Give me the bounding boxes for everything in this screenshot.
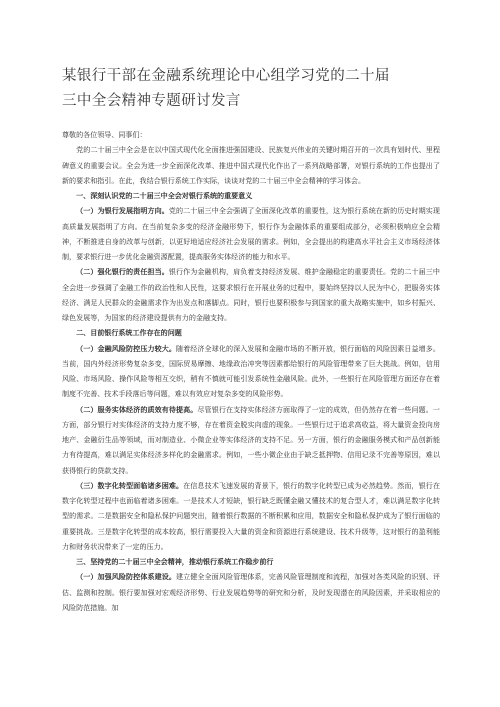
section-1-item-1-text: 党的二十届三中全会强调了全面深化改革的重要性，这为银行系统在新的历史时期实现高质量发展指明了方向。在当前复杂多变的经济金融形势下，银行作为金融体系的重要组成部分，必须积极响应全会精神，不断推进自身的改革与创新，以更好地适应经济社会发展的需求。例如，全会提出的构建高水平社会主义市场经济体制，要求银行进一步优化金融资源配置，提高服务实体经济的能力和水平。 [62,206,440,261]
section-2-item-3-lead: （三）数字化转型面临诸多困难。 [76,480,184,490]
section-2-heading: 二、目前银行系统工作存在的问题 [76,328,182,338]
document-title [62,64,440,114]
section-3-heading: 三、坚持党的二十届三中全会精神，推动银行系统工作稳步前行 [76,557,274,566]
section-2-item-2-text: 尽管银行在支持实体经济方面取得了一定的成效，但仍然存在着一些问题。一方面，部分银行对实体经济的支持力度不够，存在着资金脱实向虚的现象。一些银行过于追求高收益，将大量资金投向房地产、金融衍生品等领域，而对制造业、小微企业等实体经济的支持不足。另一方面，银行的金融服务模式和产品创新能力有待提高，难以满足实体经济多样化的金融需求。例如，一些小微企业由于缺乏抵押物、信用记录不完善等原因，难以获得银行的贷款支持。 [62,404,440,475]
section-2-item-2-lead: （二）服务实体经济的质效有待提高。 [76,404,198,414]
section-1-item-2 [62,264,440,325]
section-2-item-3-text: 在信息技术飞速发展的背景下，银行的数字化转型已成为必然趋势。然而，银行在数字化转型过程中也面临着诸多困难。一是技术人才短缺，银行缺乏既懂金融又懂技术的复合型人才，难以满足数字化转型的需求。二是数据安全和隐私保护问题突出，随着银行数据的不断积累和应用，数据安全和隐私保护成为了银行面临的重要挑战。三是数字化转型的成本较高，银行需要投入大量的资金和资源进行系统建设、技术升级等，这对银行的盈利能力和财务状况带来了一定的压力。 [62,480,440,551]
section-2-item-2 [62,402,440,478]
title-line-1: 某银行干部在金融系统理论中心组学习党的二十届 [62,68,390,84]
intro-paragraph: 党的二十届三中全会是在以中国式现代化全面推进强国建设、民族复兴伟业的关键时期召开的一次具有划时代、里程碑意义的重要会议。全会为进一步全面深化改革、推进中国式现代化作出了一系列战略部署，对银行系统的工作也提出了新的要求和指引。在此，我结合银行系统工作实际，谈谈对党的二十届三中全会精神的学习体会。 [62,145,440,185]
section-1-item-2-text: 银行作为金融机构，肩负着支持经济发展、维护金融稳定的重要责任。党的二十届三中全会进一步强调了金融工作的政治性和人民性，这要求银行在开展业务的过程中，要始终坚持以人民为中心，把服务实体经济、满足人民群众的金融需求作为出发点和落脚点。同时，银行也要积极参与到国家的重大战略实施中，如乡村振兴、绿色发展等，为国家的经济建设提供有力的金融支持。 [62,267,440,322]
section-2-item-3 [62,478,440,554]
document-body [62,127,440,615]
salutation: 尊敬的各位领导、同事们： [62,130,147,139]
section-2-item-1 [62,341,440,402]
section-3-item-1-lead: （一）加强风险防控体系建设。 [76,572,177,582]
section-3-item-1 [62,569,440,615]
section-1-item-1 [62,203,440,264]
section-2-item-1-lead: （一）金融风险防控压力较大。 [76,343,177,353]
section-1-item-1-lead: （一）为银行发展指明方向。 [76,206,169,216]
section-1-item-2-lead: （二）强化银行的责任担当。 [76,267,169,277]
section-3-item-1-text: 建立健全全面风险管理体系，完善风险管理制度和流程，加强对各类风险的识别、评估、监测和控制。银行要加强对宏观经济形势、行业发展趋势等的研究和分析，及时发现潜在的风险因素，并采取相应的风险防范措施。加 [62,572,440,612]
section-1-heading: 一、深刻认识党的二十届三中全会对银行系统的重要意义 [76,191,253,200]
section-2-item-1-text: 随着经济全球化的深入发展和金融市场的不断开放，银行面临的风险因素日益增多。当前，国内外经济形势复杂多变，国际贸易摩擦、地缘政治冲突等因素都给银行的风险管理带来了巨大挑战。例如，信用风险、市场风险、操作风险等相互交织，稍有不慎就可能引发系统性金融风险。此外，一些银行在风险管理方面还存在着制度不完善、技术手段落后等问题，难以有效应对复杂多变的风险形势。 [62,343,440,399]
title-line-2: 三中全会精神专题研讨发言 [62,93,241,109]
